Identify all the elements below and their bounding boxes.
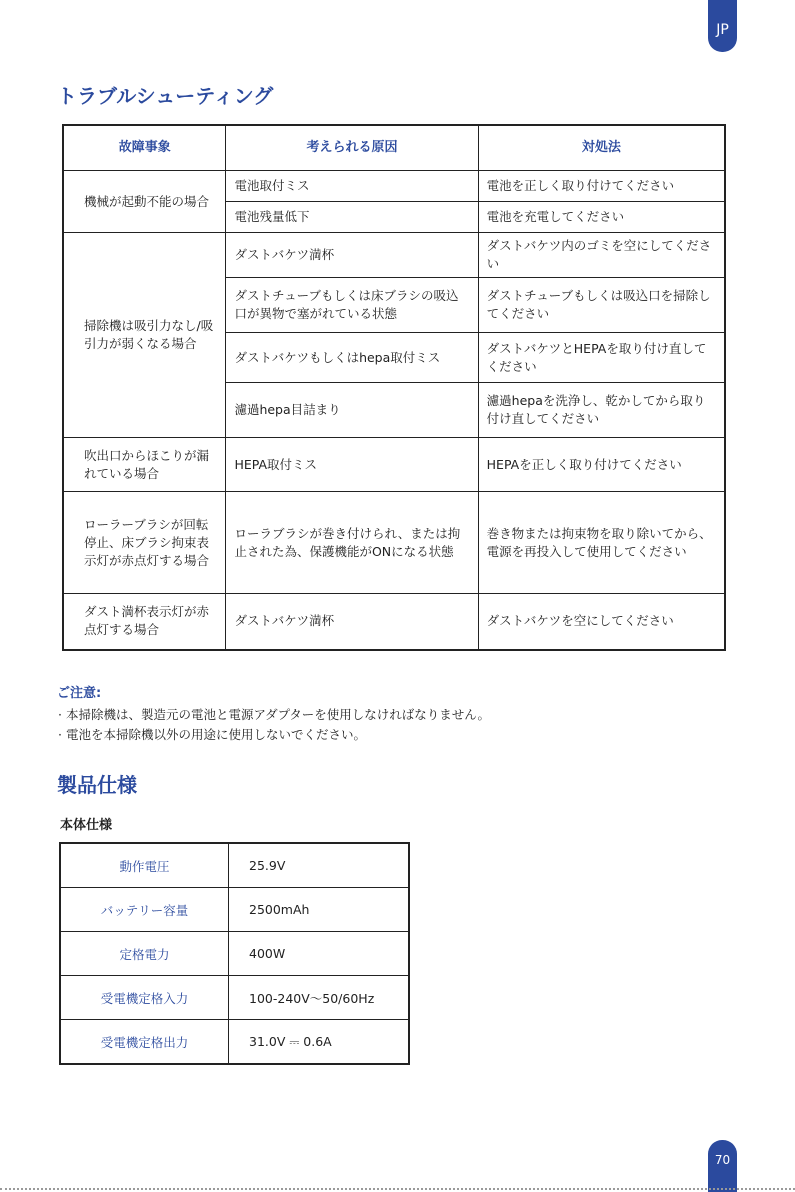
spec-value: 25.9V: [229, 843, 410, 888]
fix-cell: ダストバケツとHEPAを取り付け直してください: [478, 333, 725, 383]
cause-cell: ダストバケツもしくはhepa取付ミス: [226, 333, 478, 383]
notes-title: ご注意:: [57, 686, 102, 701]
fix-cell: HEPAを正しく取り付けてください: [478, 438, 725, 492]
cause-cell: HEPA取付ミス: [226, 438, 478, 492]
spec-table: [59, 842, 410, 1065]
cause-cell: ダストバケツ満杯: [226, 594, 478, 650]
spec-label: 動作電圧: [60, 843, 229, 888]
cause-cell: ダストバケツ満杯: [226, 233, 478, 278]
cause-cell: ローラブラシが巻き付けられ、または拘止された為、保護機能がONになる状態: [226, 492, 478, 594]
table-row: [63, 233, 725, 278]
fix-cell: ダストチューブもしくは吸込口を掃除してください: [478, 278, 725, 333]
symptom-cell: 掃除機は吸引力なし/吸引力が弱くなる場合: [63, 233, 226, 438]
page-number: 70: [708, 1140, 737, 1192]
language-tab: JP: [708, 0, 737, 52]
symptom-cell: ローラーブラシが回転停止、床ブラシ拘束表示灯が赤点灯する場合: [63, 492, 226, 594]
fix-cell: 巻き物または拘束物を取り除いてから、電源を再投入して使用してください: [478, 492, 725, 594]
page-title: トラブルシューティング: [57, 84, 274, 108]
table-row: [63, 438, 725, 492]
fix-cell: ダストバケツ内のゴミを空にしてください: [478, 233, 725, 278]
note-item: · 本掃除機は、製造元の電池と電源アダプターを使用しなければなりません。: [58, 707, 490, 722]
spec-value: 100-240V〜50/60Hz: [229, 976, 410, 1020]
cause-cell: ダストチューブもしくは床ブラシの吸込口が異物で塞がれている状態: [226, 278, 478, 333]
bottom-divider: [0, 1188, 795, 1190]
spec-row: [60, 932, 409, 976]
spec-label: 定格電力: [60, 932, 229, 976]
spec-title: 製品仕様: [57, 773, 137, 797]
spec-row: [60, 976, 409, 1020]
table-row: [63, 171, 725, 202]
fix-cell: 電池を正しく取り付けてください: [478, 171, 725, 202]
cause-cell: 電池残量低下: [226, 202, 478, 233]
spec-value: 2500mAh: [229, 888, 410, 932]
symptom-cell: 吹出口からほこりが漏れている場合: [63, 438, 226, 492]
cause-cell: 電池取付ミス: [226, 171, 478, 202]
spec-label: 受電機定格入力: [60, 976, 229, 1020]
spec-row: [60, 843, 409, 888]
table-row: [63, 492, 725, 594]
fix-cell: 電池を充電してください: [478, 202, 725, 233]
symptom-cell: 機械が起動不能の場合: [63, 171, 226, 233]
troubleshooting-table: [62, 124, 726, 651]
fix-cell: ダストバケツを空にしてください: [478, 594, 725, 650]
table-header-row: [63, 125, 725, 171]
spec-row: [60, 888, 409, 932]
symptom-cell: ダスト満杯表示灯が赤点灯する場合: [63, 594, 226, 650]
header-fix: 対処法: [478, 125, 725, 171]
spec-row: [60, 1020, 409, 1065]
table-row: [63, 594, 725, 650]
fix-cell: 濾過hepaを洗浄し、乾かしてから取り付け直してください: [478, 383, 725, 438]
spec-value: 31.0V ⎓ 0.6A: [229, 1020, 410, 1065]
spec-value: 400W: [229, 932, 410, 976]
header-cause: 考えられる原因: [226, 125, 478, 171]
cause-cell: 濾過hepa目詰まり: [226, 383, 478, 438]
note-item: · 電池を本掃除機以外の用途に使用しないでください。: [58, 727, 366, 742]
spec-subtitle: 本体仕様: [60, 818, 113, 833]
spec-label: バッテリー容量: [60, 888, 229, 932]
header-symptom: 故障事象: [63, 125, 226, 171]
spec-label: 受電機定格出力: [60, 1020, 229, 1065]
